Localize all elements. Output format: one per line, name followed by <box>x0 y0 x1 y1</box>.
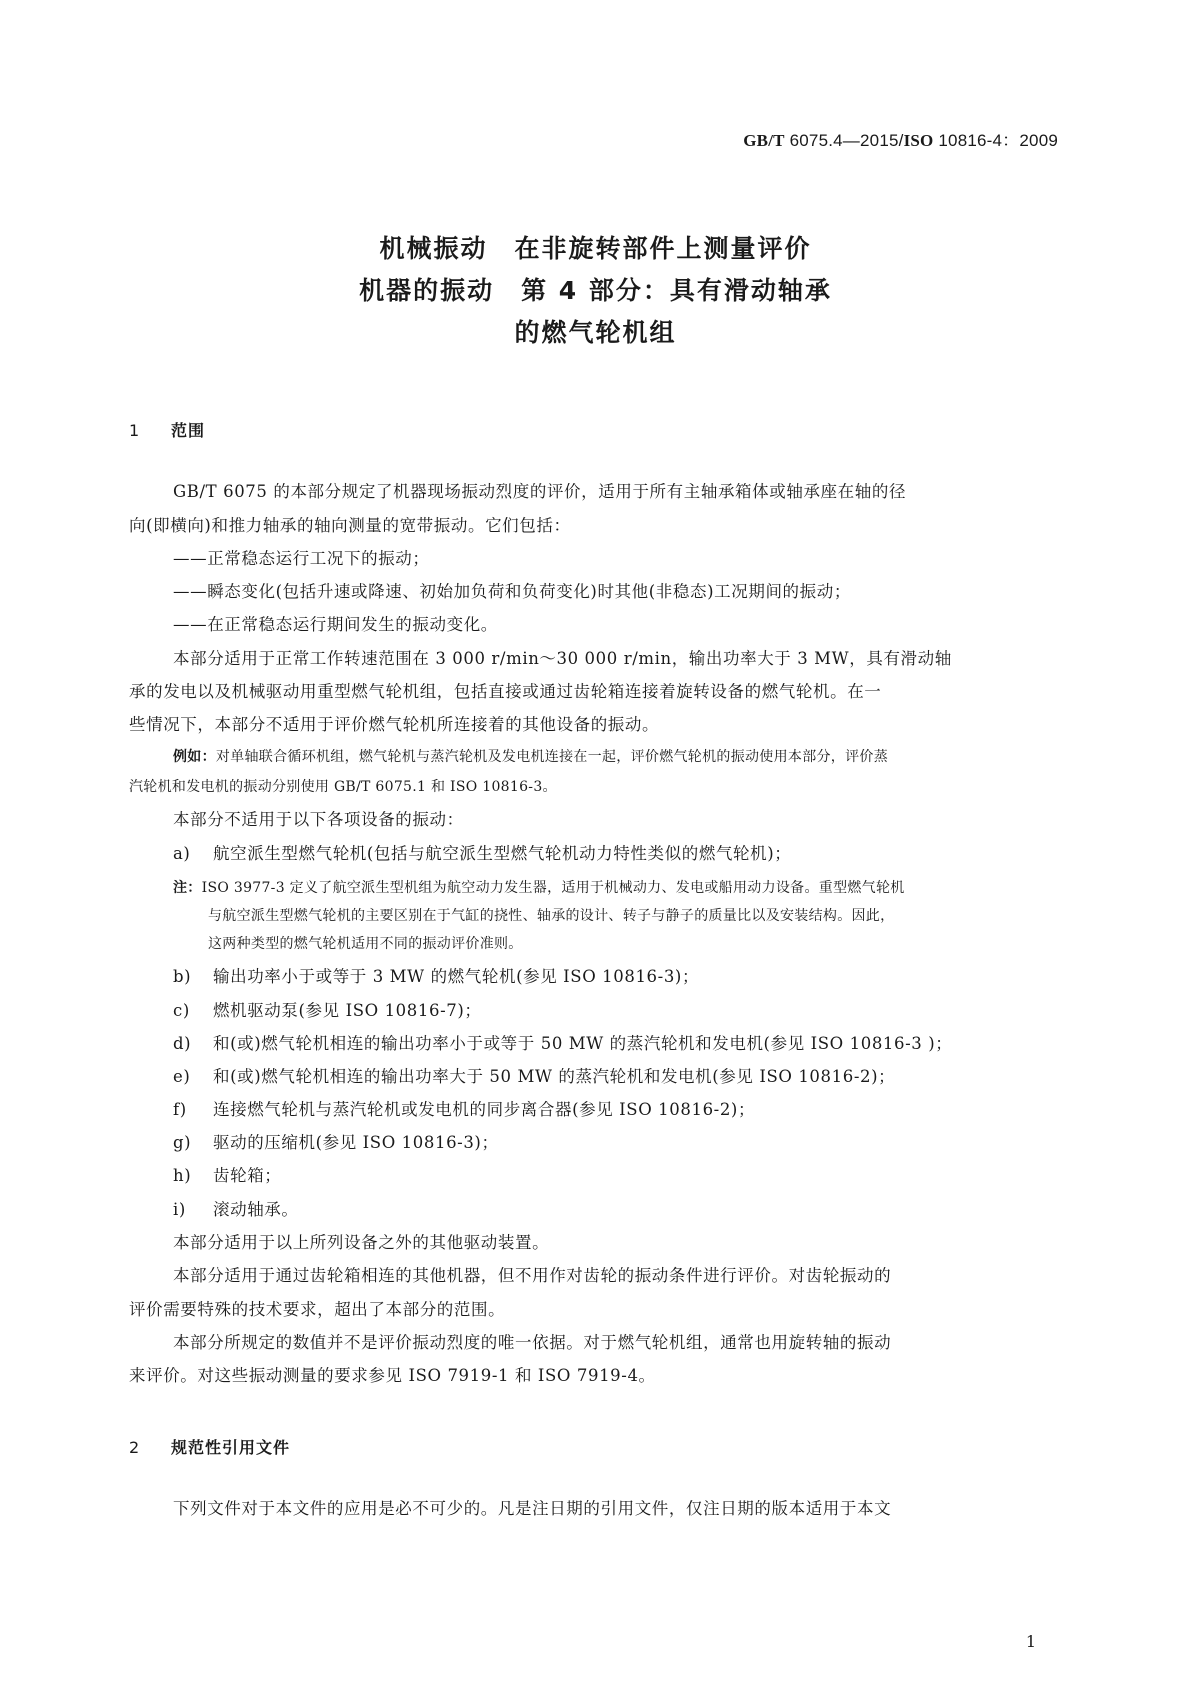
list-item-f <box>173 1096 1103 1120</box>
note-line: 与航空派生型燃气轮机的主要区别在于气缸的挠性、轴承的设计、转子与静子的质量比以及安装结构。因此， <box>208 908 895 924</box>
item-label: e) <box>173 1067 191 1086</box>
std-number: 6075.4—2015/ <box>784 131 904 150</box>
list-item-i <box>173 1196 1103 1220</box>
paragraph-line: 本部分适用于以上所列设备之外的其他驱动装置。 <box>173 1233 550 1252</box>
list-item-b <box>173 963 1103 987</box>
paragraph-line: 向(即横向)和推力轴承的轴向测量的宽带振动。它们包括： <box>129 516 571 535</box>
example-label: 例如： <box>173 749 216 765</box>
item-label: i) <box>173 1200 186 1219</box>
paragraph-line: 来评价。对这些振动测量的要求参见 ISO 7919-1 和 ISO 7919-4。 <box>129 1366 656 1385</box>
std-prefix: GB/T <box>743 131 785 150</box>
section-title: 范围 <box>171 421 206 440</box>
title-line-3: 的燃气轮机组 <box>514 318 677 347</box>
item-text: 滚动轴承。 <box>213 1200 299 1219</box>
item-text: 燃机驱动泵(参见 ISO 10816-7)； <box>213 1001 482 1020</box>
list-item-g <box>173 1129 1103 1153</box>
list-item-e <box>173 1063 1103 1087</box>
list-item-h <box>173 1162 1103 1186</box>
example-text: 对单轴联合循环机组，燃气轮机与蒸汽轮机及发电机连接在一起，评价燃气轮机的振动使用本部分，评价蒸 <box>215 749 889 765</box>
paragraph-line: 本部分适用于正常工作转速范围在 3 000 r/min～30 000 r/min，输出功率大于 3 MW，具有滑动轴 <box>173 649 952 668</box>
section-number: 2 <box>129 1438 141 1457</box>
item-label: h) <box>173 1166 192 1185</box>
item-text: 齿轮箱； <box>213 1166 282 1185</box>
iso-number: 10816-4：2009 <box>933 131 1058 150</box>
item-label: c) <box>173 1001 190 1020</box>
item-label: b) <box>173 967 192 986</box>
item-label: g) <box>173 1133 192 1152</box>
dash-list-item: ——正常稳态运行工况下的振动； <box>173 549 430 568</box>
paragraph-line: 评价需要特殊的技术要求，超出了本部分的范围。 <box>129 1300 506 1319</box>
paragraph-line: GB/T 6075 的本部分规定了机器现场振动烈度的评价，适用于所有主轴承箱体或轴承座在轴的径 <box>173 482 907 501</box>
standard-code <box>743 126 1058 151</box>
example-line: 汽轮机和发电机的振动分别使用 GB/T 6075.1 和 ISO 10816-3。 <box>129 779 557 795</box>
title-line-1: 机械振动 在非旋转部件上测量评价 <box>379 234 812 263</box>
item-label: f) <box>173 1100 187 1119</box>
iso-prefix: ISO <box>903 131 934 150</box>
note-line <box>173 877 1103 897</box>
item-label: a) <box>173 844 191 863</box>
section-title: 规范性引用文件 <box>171 1438 291 1457</box>
item-label: d) <box>173 1034 192 1053</box>
paragraph-line: 下列文件对于本文件的应用是必不可少的。凡是注日期的引用文件，仅注日期的版本适用于本文 <box>173 1499 892 1518</box>
list-item-a <box>173 840 1103 864</box>
document-title <box>0 228 1191 354</box>
paragraph-line: 些情况下，本部分不适用于评价燃气轮机所连接着的其他设备的振动。 <box>129 715 660 734</box>
item-text: 和(或)燃气轮机相连的输出功率大于 50 MW 的蒸汽轮机和发电机(参见 ISO 10816-2)； <box>213 1067 896 1086</box>
section-1-heading <box>129 418 205 441</box>
dash-list-item: ——在正常稳态运行期间发生的振动变化。 <box>173 615 498 634</box>
item-text: 输出功率小于或等于 3 MW 的燃气轮机(参见 ISO 10816-3)； <box>213 967 700 986</box>
example-line <box>173 746 1103 766</box>
section-number: 1 <box>129 421 141 440</box>
list-item-c <box>173 997 1103 1021</box>
title-line-2: 机器的振动 第 4 部分：具有滑动轴承 <box>359 276 832 305</box>
item-text: 航空派生型燃气轮机(包括与航空派生型燃气轮机动力特性类似的燃气轮机)； <box>213 844 792 863</box>
paragraph-line: 本部分所规定的数值并不是评价振动烈度的唯一依据。对于燃气轮机组，通常也用旋转轴的振动 <box>173 1333 892 1352</box>
paragraph-line: 本部分不适用于以下各项设备的振动： <box>173 810 464 829</box>
dash-list-item: ——瞬态变化(包括升速或降速、初始加负荷和负荷变化)时其他(非稳态)工况期间的振动； <box>173 582 851 601</box>
list-item-d <box>173 1030 1103 1054</box>
paragraph-line: 本部分适用于通过齿轮箱相连的其他机器，但不用作对齿轮的振动条件进行评价。对齿轮振动的 <box>173 1266 892 1285</box>
note-line: 这两种类型的燃气轮机适用不同的振动评价准则。 <box>208 936 523 952</box>
item-text: 连接燃气轮机与蒸汽轮机或发电机的同步离合器(参见 ISO 10816-2)； <box>213 1100 756 1119</box>
note-label: 注： <box>173 880 202 896</box>
item-text: 和(或)燃气轮机相连的输出功率小于或等于 50 MW 的蒸汽轮机和发电机(参见 ISO 10816-3 )； <box>213 1034 953 1053</box>
item-text: 驱动的压缩机(参见 ISO 10816-3)； <box>213 1133 499 1152</box>
note-text: ISO 3977-3 定义了航空派生型机组为航空动力发生器，适用于机械动力、发电或船用动力设备。重型燃气轮机 <box>201 880 905 896</box>
page-number: 1 <box>1025 1632 1036 1651</box>
paragraph-line: 承的发电以及机械驱动用重型燃气轮机组，包括直接或通过齿轮箱连接着旋转设备的燃气轮机。在一 <box>129 682 882 701</box>
section-2-heading <box>129 1435 290 1458</box>
